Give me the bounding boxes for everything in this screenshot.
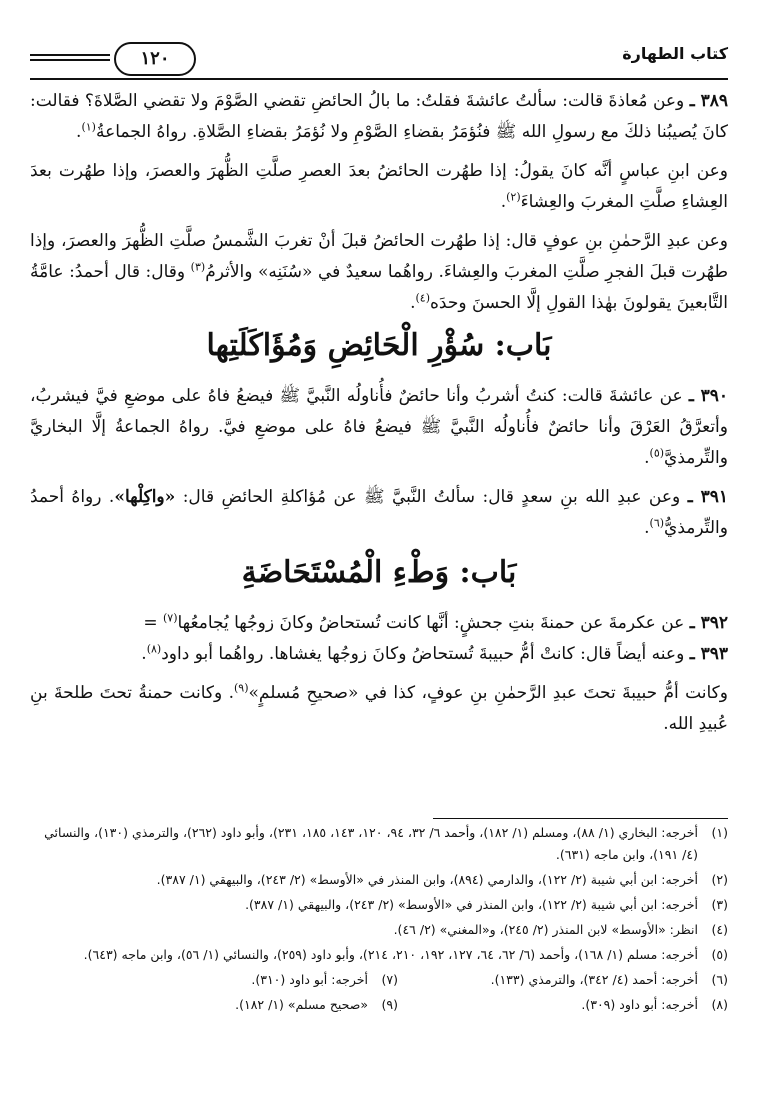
hadith-text: وكانت أمُّ حبيبةَ تحتَ عبدِ الرَّحمٰنِ بنِ عوفٍ، كذا في «صحيحِ مُسلمٍ» bbox=[248, 683, 728, 703]
footnote-number: (١) bbox=[711, 825, 728, 840]
footnote-ref: (٤) bbox=[415, 291, 430, 305]
footnote bbox=[68, 969, 398, 991]
footnote-row bbox=[30, 969, 728, 991]
footnote bbox=[30, 869, 728, 891]
footnote-number: (٨) bbox=[711, 997, 728, 1012]
hadith-tail: . وكانت حمنةُ تحتَ طلحةَ بنِ عُبيدِ الله. bbox=[30, 683, 728, 734]
footnote-ref: (١) bbox=[81, 120, 96, 134]
continuation-mark: = bbox=[143, 613, 163, 633]
page-number: ١٢٠ bbox=[114, 42, 196, 76]
header-ornament bbox=[30, 54, 110, 66]
footnote bbox=[30, 919, 728, 941]
hadith-tail: . رواهُ أحمدُ والتِّرمذيُّ bbox=[30, 487, 728, 538]
footnote bbox=[30, 822, 728, 866]
commentary bbox=[30, 678, 728, 740]
hadith-number: ٣٩١ ـ bbox=[687, 487, 729, 507]
hadith-text: وعنه أيضاً قال: كانتْ أمُّ حبيبةَ تُستحاضُ وكانَ زوجُها يغشاها. رواهُما أبو داود bbox=[161, 644, 685, 664]
footnote-number: (٦) bbox=[711, 972, 728, 987]
hadith-number: ٣٩٠ ـ bbox=[688, 386, 728, 406]
hadith-number: ٣٨٩ ـ bbox=[689, 91, 729, 111]
footnote bbox=[30, 944, 728, 966]
hadith-text: وعن مُعاذةَ قالت: سألتُ عائشةَ فقلتُ: ما بالُ الحائضِ تقضي الصَّوْمَ ولا تقضي الصَّلاةَ؟ فقالت: كانَ يُصيبُنا ذلكَ مع رسولِ الله ﷺ فنُؤمَرُ بقضاءِ الصَّوْمِ ولا نُؤمَرُ بقضاءِ الصَّلاةِ. رواهُ الجماعةُ bbox=[30, 91, 728, 142]
footnote bbox=[68, 994, 398, 1016]
hadith-391: ٣٩١ ـ وعن عبدِ الله بنِ سعدٍ قال: سألتُ النَّبيَّ ﷺ عن مُؤاكلةِ الحائضِ قال: «واكِلْها». رواهُ أحمدُ والتِّرمذيُّ$^{(٦)}$. bbox=[30, 487, 729, 538]
hadith-text: وعن عبدِ الرَّحمٰنِ بنِ عوفٍ قال: إذا طهُرت الحائضُ قبلَ أنْ تغربَ الشَّمسُ صلَّتِ الظُّهرَ والعصرَ، وإذا طهُرت قبلَ الفجرِ صلَّتِ المغربَ والعِشاءَ. رواهُما سعيدٌ في «سُنَنِه» والأثرمُ bbox=[30, 231, 729, 282]
hadith-text: وعن ابنِ عباسٍ أنَّه كانَ يقولُ: إذا طهُرت الحائضُ بعدَ العصرِ صلَّتِ الظُّهرَ والعصرَ، وإذا طهُرت بعدَ العِشاءِ صلَّتِ المغربَ والعِشاءَ bbox=[30, 161, 728, 212]
footnote bbox=[398, 969, 728, 991]
hadith-text: عن عائشةَ قالت: كنتُ أشربُ وأنا حائضٌ فأُناولُه النَّبيَّ ﷺ فيضعُ فاهُ على موضعِ فيَّ فيشربُ، وأتعرَّقُ العَرْقَ وأنا حائضٌ فأُناولُه النَّبيَّ ﷺ فيضعُ فاهُ على موضعِ فيَّ. رواهُ الجماعةُ إلَّا البخاريَّ والتِّرمذيَّ bbox=[30, 386, 728, 468]
footnote-number: (٢) bbox=[711, 872, 728, 887]
footnote-text: أخرجه: أبو داود (٣١٠). bbox=[251, 972, 368, 987]
footnote-ref: (٢) bbox=[506, 190, 521, 204]
main-text bbox=[30, 86, 728, 748]
footnote-text: أخرجه: ابن أبي شيبة (٢/ ١٢٢)، وابن المنذر في «الأوسط» (٢/ ٢٤٣)، والبيهقي (١/ ٣٨٧). bbox=[245, 897, 698, 912]
footnotes bbox=[30, 822, 728, 1019]
chapter-heading: بَاب: سُؤْرِ الْحَائِضِ وَمُؤَاكَلَتِها bbox=[206, 328, 552, 363]
athar-abdurrahman: وعن عبدِ الرَّحمٰنِ بنِ عوفٍ قال: إذا طهُرت الحائضُ قبلَ أنْ تغربَ الشَّمسُ صلَّتِ الظُّهرَ والعصرَ، وإذا طهُرت قبلَ الفجرِ صلَّتِ المغربَ والعِشاءَ. رواهُما سعيدٌ في «سُنَنِه» والأثرمُ$^{(٣)}$ وقال: قال أحمدُ: عامَّةُ التَّابعينَ يقولونَ بهٰذا القولِ إلَّا الحسنَ وحدَه$^{(٤)}$. bbox=[30, 231, 729, 313]
athar-ibn-abbas: وعن ابنِ عباسٍ أنَّه كانَ يقولُ: إذا طهُرت الحائضُ بعدَ العصرِ صلَّتِ الظُّهرَ والعصرَ، وإذا طهُرت بعدَ العِشاءِ صلَّتِ المغربَ والعِشاءَ$^{(٢)}$. bbox=[30, 161, 728, 212]
footnote-ref: (٥) bbox=[649, 446, 665, 460]
footnote-number: (٩) bbox=[381, 997, 398, 1012]
footnote-number: (٣) bbox=[711, 897, 728, 912]
footnote bbox=[30, 894, 728, 916]
page-header bbox=[30, 38, 728, 78]
chapter-heading: بَاب: وَطْءِ الْمُسْتَحَاضَةِ bbox=[241, 555, 517, 590]
book-title: كتاب الطهارة bbox=[622, 44, 728, 63]
footnote-ref: (٩) bbox=[233, 681, 249, 695]
hadith-number: ٣٩٢ ـ bbox=[689, 613, 728, 633]
hadith-text: وعن عبدِ الله بنِ سعدٍ قال: سألتُ النَّبيَّ ﷺ عن مُؤاكلةِ الحائضِ قال: bbox=[182, 487, 681, 507]
footnote-ref: (٧) bbox=[162, 611, 178, 625]
footnote-text: أخرجه: أحمد (٤/ ٣٤٢)، والترمذي (١٣٣). bbox=[490, 972, 698, 987]
footnote-row bbox=[30, 994, 728, 1016]
footnote-number: (٤) bbox=[711, 922, 728, 937]
footnote-text: أخرجه: أبو داود (٣٠٩). bbox=[581, 997, 698, 1012]
footnote-ref: (٨) bbox=[146, 642, 162, 656]
footnote-text: أخرجه: ابن أبي شيبة (٢/ ١٢٢)، والدارمي (٨٩٤)، وابن المنذر في «الأوسط» (٢/ ٢٤٣)، والبيهقي (١/ ٣٨٧). bbox=[156, 872, 698, 887]
hadith-390: ٣٩٠ ـ عن عائشةَ قالت: كنتُ أشربُ وأنا حائضٌ فأُناولُه النَّبيَّ ﷺ فيضعُ فاهُ على موضعِ فيَّ فيشربُ، وأتعرَّقُ العَرْقَ وأنا حائضٌ فأُناولُه النَّبيَّ ﷺ فيضعُ فاهُ على موضعِ فيَّ. رواهُ الجماعةُ إلَّا البخاريَّ والتِّرمذيَّ$^{(٥)}$. bbox=[30, 386, 728, 468]
footnote bbox=[398, 994, 728, 1016]
footnote-text: أخرجه: البخاري (١/ ٨٨)، ومسلم (١/ ١٨٢)، وأحمد ٦/ ٣٢، ٩٤، ١٢٠، ١٤٣، ١٨٥، ٢٣١)، وأبو داود (٢٦٢)، والترمذي (١٣٠)، والنسائي (٤/ ١٩١)، وابن ماجه (٦٣١). bbox=[44, 825, 698, 862]
footnote-ref: (٣) bbox=[190, 260, 206, 274]
footnote-text: أخرجه: مسلم (١/ ١٦٨)، وأحمد (٦/ ٦٢، ٦٤، ١٢٧، ١٩٢، ٢١٠، ٢١٤)، وأبو داود (٢٥٩)، والنسائي (١/ ٥٦)، وابن ماجه (٦٤٣). bbox=[83, 947, 698, 962]
footnote-text: انظر: «الأوسط» لابن المنذر (٢/ ٢٤٥)، و«المغني» (٢/ ٤٦). bbox=[393, 922, 698, 937]
hadith-389: ٣٨٩ ـ وعن مُعاذةَ قالت: سألتُ عائشةَ فقلتُ: ما بالُ الحائضِ تقضي الصَّوْمَ ولا تقضي الصَّلاةَ؟ فقالت: كانَ يُصيبُنا ذلكَ مع رسولِ الله ﷺ فنُؤمَرُ بقضاءِ الصَّوْمِ ولا نُؤمَرُ بقضاءِ الصَّلاةِ. رواهُ الجماعةُ$^{(١)}$. bbox=[30, 91, 729, 142]
hadith-392 bbox=[30, 608, 728, 639]
header-rule bbox=[30, 78, 728, 80]
hadith-number: ٣٩٣ ـ bbox=[689, 644, 728, 664]
hadith-text: وقال: قال أحمدُ: عامَّةُ التَّابعينَ يقولونَ بهٰذا القولِ إلَّا الحسنَ وحدَه bbox=[30, 262, 728, 313]
hadith-text: عن عكرمةَ عن حمنةَ بنتِ جحشٍ: أنَّها كانت تُستحاضُ وكانَ زوجُها يُجامعُها bbox=[177, 613, 685, 633]
footnote-number: (٧) bbox=[381, 972, 398, 987]
prophet-quote: «واكِلْها» bbox=[114, 487, 176, 507]
footnote-number: (٥) bbox=[711, 947, 728, 962]
hadith-393: ٣٩٣ ـ وعنه أيضاً قال: كانتْ أمُّ حبيبةَ تُستحاضُ وكانَ زوجُها يغشاها. رواهُما أبو داود$^{(٨)}$. bbox=[141, 642, 728, 664]
footnote-separator bbox=[433, 818, 728, 819]
footnote-text: «صحيح مسلم» (١/ ١٨٢). bbox=[235, 997, 368, 1012]
footnote-ref: (٦) bbox=[649, 516, 665, 530]
